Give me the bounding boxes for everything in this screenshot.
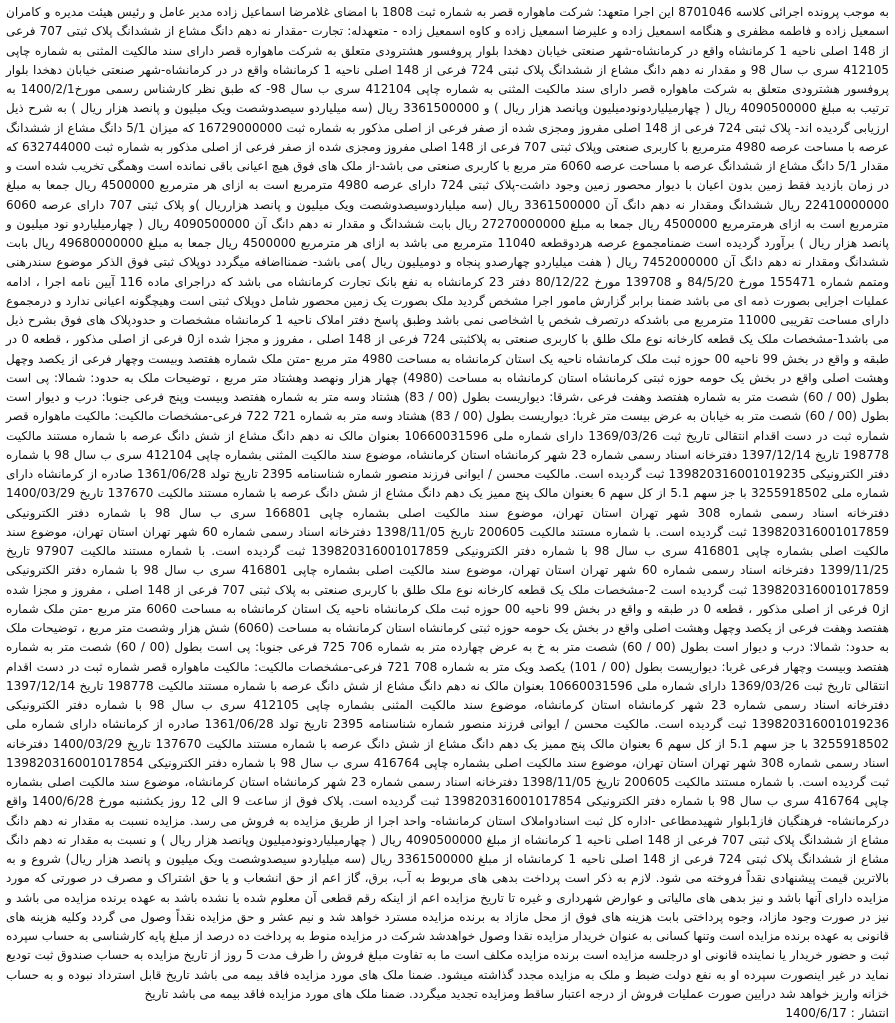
auction-notice-body: به موجب پرونده اجرائی کلاسه 8701046 این اجرا متعهد: شرکت ماهواره قصر به شماره ثبت 1808 با امضای غلامرضا اسماعیل زاده مدیر عامل و رئیس هیئت مدیره و کامران اسمعیل زاده و فاطمه مظفری و هنگامه اسمعیل زاده و علیرضا اسمعیل زاده و کاوه اسمعیل زاده - متعهدله: تجارت -مقدار نه دهم دانگ مشاع از ششدانگ پلاک ثبتی 707 فرعی از 148 اصلی ناحیه 1 کرمانشاه واقع در کرمانشاه-شهر صنعتی خیابان دهخدا بلوار پروفسور هشترودی متعلق به شرکت ماهواره قصر دارای سند مالکیت المثنی به شماره چاپی 412105 سری ب سال 98 و مقدار نه دهم دانگ مشاع از ششدانگ پلاک ثبتی 724 فرعی از 148 اصلی ناحیه 1 کرمانشاه واقع در در کرمانشاه-شهر صنعتی خیابان دهخدا بلوار پروفسور هشترودی متعلق به شرکت ماهواره قصر دارای سند مالکیت المثنی به شماره چاپی 412104 سری ب سال 98- که طبق نظر کارشناس رسمی مورخ1400/2/1 به ترتیب به مبلغ 4090500000 ریال ( چهارمیلیاردونودمیلیون وپانصد هزار ریال ) و 3361500000 ریال (سه میلیاردو سیصدوشصت ویک میلیون و پانصد هزار ریال ) به شرح ذیل ارزیابی گردیده اند- پلاک ثبتی 724 فرعی از 148 اصلی مفروز ومجزی شده از صفر فرعی از اصلی مذکور به شماره ثبت 16729000000 که میزان 5/1 دانگ مشاع از ششدانگ عرصه با مساحت عرصه 4980 مترمربع با کاربری صنعتی وپلاک ثبتی 707 فرعی از 148 اصلی مفروز ومجزی شده از صفر فرعی از اصلی مذکور به شماره ثبت 632744000 که مقدار 5/1 دانگ مشاع از ششدانگ عرصه با مساحت عرصه 6060 متر مربع با کاربری صنعتی می باشد-از ملک های فوق هیچ اعیانی باقی نمانده است وهمگی تخریب شده است و در زمان بازدید فقط زمین بدون اعیان با دیوار محصور زمین وجود داشت-پلاک ثبتی 724 دارای عرصه 4980 مترمربع است به ازای هر مترمربع 4500000 ریال جمعا به مبلغ 22410000000 ریال ششدانگ ومقدار نه دهم دانگ آن 3361500000 ریال (سه میلیاردوسیصدوشصت ویک میلیون و پانصد هزارریال )و پلاک ثبتی 707 دارای عرصه 6060 مترمربع است به ازای هرمترمربع 4500000 ریال جمعا به مبلغ 27270000000 ریال بابت ششدانگ و مقدار نه دهم دانگ آن 4090500000 ریال ( چهارمیلیاردو نود میلیون و پانصد هزار ریال ) برآورد گردیده است ضمنامجموع عرصه هردوقطعه 11040 مترمربع می باشد به ازای هر مترمربع 4500000 ریال جمعا به مبلغ 49680000000 ریال بابت ششدانگ ومقدار نه دهم دانگ آن 7452000000 ریال ( هفت میلیاردو چهارصدو پنجاه و دومیلیون ریال )می باشد- ضمنااضافه میگردد دوپلاک ثبتی فوق الذکر موضوع سندرهنی ومتمم شماره 155471 مورخ 84/5/20 و 139708 مورخ 80/12/22 دفتر 23 کرمانشاه به نفع بانک تجارت کرمانشاه می باشد که دراجرای ماده 116 آیین نامه اجرا ، ادامه عملیات اجرایی بصورت ذمه ای می باشد ضمنا برابر گزارش مامور اجرا مشخص گردید ملک بصورت یک زمین محصور شامل دوپلاک ثبتی است وهیچگونه اعیانی ندارد و درمجموع دارای مساحت تقریبی 11000 مترمربع می باشدکه درتصرف شخص یا اشخاصی نمی باشد وطبق پاسخ دفتر املاک ناحیه 1 کرمانشاه مشخصات و حدودپلاک های فوق بشرح ذیل می باشد1-مشخصات ملک یک قطعه کارخانه نوع ملک طلق با کاربری صنعتی به پلاکثبتی 724 فرعی از 148 اصلی ، مفروز و مجزا شده از0 فرعی از اصلی مذکور ، قطعه 0 در طبقه و واقع در بخش 99 ناحیه 00 حوزه ثبت ملک کرمانشاه ناحیه یک استان کرمانشاه به مساحت 4980 متر مربع -متن ملک شماره هفتصد وبیست وچهار فرعی از یکصد وچهل وهشت اصلی واقع در بخش یک حومه حوزه ثبتی کرمانشاه استان کرمانشاه به مساحت (4980) چهار هزار ونهصد وهشتاد متر مربع ، توضیحات ملک به حدود: شمالا: پی است بطول (00 / 60) شصت متر به شماره هفتصد وهفت فرعی ،شرقا: دیواریست بطول (00 / 83) هشتاد وسه متر به شماره هفتصد وبیست وپنج فرعی جنوبا: درب و دیوار است بطول (00 / 60) شصت متر به خیابان به عرض بیست متر غربا: دیواریست بطول (00 / 83) هشتاد وسه متر به شماره 721 722 فرعی-مشخصات مالکیت: مالکیت ماهواره قصر شماره ثبت در دست اقدام انتقالی تاریخ ثبت 1369/03/26 دارای شماره ملی 10660031596 بعنوان مالک نه دهم دانگ مشاع از شش دانگ عرصه با شماره مستند مالکیت 198778 تاریخ 1397/12/14 دفترخانه اسناد رسمی شماره 23 شهر کرمانشاه استان کرمانشاه، موضوع سند مالکیت المثنی بشماره چاپی 412104 سری ب سال 98 با شماره دفتر الکترونیکی 139820316001019235 ثبت گردیده است. مالکیت محسن / ایوانی فرزند منصور شماره شناسنامه 2395 تاریخ تولد 1361/06/28 صادره از کرمانشاه دارای شماره ملی 3255918502 با جز سهم 5.1 از کل سهم 6 بعنوان مالک پنج ممیز یک دهم دانگ مشاع از شش دانگ عرصه با شماره مستند مالکیت 137670 تاریخ 1400/03/29 دفترخانه اسناد رسمی شماره 308 شهر تهران استان تهران، موضوع سند مالکیت اصلی بشماره چاپی 166801 سری ب سال 98 با شماره دفتر الکترونیکی 139820316001017859 ثبت گردیده است. با شماره مستند مالکیت 200605 تاریخ 1398/11/05 دفترخانه اسناد رسمی شماره 60 شهر تهران استان تهران، موضوع سند مالکیت اصلی بشماره چاپی 416801 سری ب سال 98 با شماره دفتر الکترونیکی 139820316001017859 ثبت گردیده است. با شماره مستند مالکیت 97907 تاریخ 1399/11/25 دفترخانه اسناد رسمی شماره 60 شهر تهران استان تهران، موضوع سند مالکیت اصلی بشماره چاپی 416801 سری ب سال 98 با شماره دفتر الکترونیکی 139820316001017859 ثبت گردیده است 2-مشخصات ملک یک قطعه کارخانه نوع ملک طلق با کاربری صنعتی به پلاک ثبتی 707 فرعی از 148 اصلی ، مفروز و مجزا شده از0 فرعی از اصلی مذکور ، قطعه 0 در طبقه و واقع در بخش 99 ناحیه 00 حوزه ثبت ملک کرمانشاه ناحیه یک استان کرمانشاه به مساحت 6060 متر مربع -متن ملک شماره هفتصد وهفت فرعی از یکصد وچهل وهشت اصلی واقع در بخش یک حومه حوزه ثبتی کرمانشاه استان کرمانشاه به مساحت (6060) شش هزار وشصت متر مربع ، توضیحات ملک به حدود: شمالا: درب و دیوار است بطول (00 / 60) شصت متر به خ به عرض چهارده متر به شماره 706 725 فرعی جنوبا: پی است بطول (00 / 60) شصت متر به شماره هفتصد وبیست وچهار فرعی غربا: دیواریست بطول (00 / 101) یکصد ویک متر به شماره 708 721 فرعی-مشخصات مالکیت: مالکیت ماهواره قصر شماره ثبت در دست اقدام انتقالی تاریخ ثبت 1369/03/26 دارای شماره ملی 10660031596 بعنوان مالک نه دهم دانگ مشاع از شش دانگ عرصه با شماره مستند مالکیت 198778 تاریخ 1397/12/14 دفترخانه اسناد رسمی شماره 23 شهر کرمانشاه استان کرمانشاه، موضوع سند مالکیت المثنی بشماره چاپی 412105 سری ب سال 98 با شماره دفتر الکترونیکی 139820316001019236 ثبت گردیده است. مالکیت محسن / ایوانی فرزند منصور شماره شناسنامه 2395 تاریخ تولد 1361/06/28 صادره از کرمانشاه دارای شماره ملی 3255918502 با جز سهم 5.1 از کل سهم 6 بعنوان مالک پنج ممیز یک دهم دانگ مشاع از شش دانگ عرصه با شماره مستند مالکیت 137670 تاریخ 1400/03/29 دفترخانه اسناد رسمی شماره 308 شهر تهران استان تهران، موضوع سند مالکیت اصلی بشماره چاپی 416764 سری ب سال 98 با شماره دفتر الکترونیکی 139820316001017854 ثبت گردیده است. با شماره مستند مالکیت 200605 تاریخ 1398/11/05 دفترخانه اسناد رسمی شماره 23 شهر کرمانشاه استان کرمانشاه، موضوع سند مالکیت اصلی بشماره چاپی 416764 سری ب سال 98 با شماره دفتر الکترونیکی 139820316001017854 ثبت گردیده است. پلاک فوق از ساعت 9 الی 12 روز یکشنبه مورخ 1400/6/28 واقع درکرمانشاه- فرهنگیان فاز1بلوار شهیدمطاعی -اداره کل ثبت اسنادواملاک استان کرمانشاه- واحد اجرا از طریق مزایده به فروش می رسد. مزایده نسبت به مقدار نه دهم دانگ مشاع از ششدانگ پلاک ثبتی 707 فرعی از 148 اصلی ناحیه 1 کرمانشاه از مبلغ 4090500000 ریال ( چهارمیلیاردونودمیلیون وپانصد هزار ریال ) و نسبت به مقدار نه دهم دانگ مشاع از ششدانگ پلاک ثبتی 724 فرعی از 148 اصلی ناحیه 1 کرمانشاه از مبلغ 3361500000 ریال (سه میلیاردو سیصدوشصت ویک میلیون و پانصد هزار ریال) شروع و به بالاترین قیمت پیشنهادی نقداً فروخته می شود. لازم به ذکر است پرداخت بدهی های مربوط به آب، برق، گاز اعم از حق انشعاب و یا حق اشتراک و مصرف در صورتی که مورد مزایده دارای آنها باشد و نیز بدهی های مالیاتی و عوارض شهرداری و غیره تا تاریخ مزایده اعم از اینکه رقم قطعی آن معلوم شده یا نشده باشد به عهده برنده مزایده می باشد و نیز در صورت وجود مازاد، وجوه پرداختی بابت هزینه های فوق از محل مازاد به برنده مزایده مسترد خواهد شد و نیم عشر و حق مزایده نقداً وصول می گردد وکلیه هزینه های قانونی به عهده برنده مزایده است وتنها کسانی به عنوان خریدار مزایده نقدا وصول خواهدشد شرکت در مزایده منوط به پرداخت ده درصد از مبلغ پایه کارشناسی به حساب سپرده ثبت و حضور خریدار یا نماینده قانونی او درجلسه مزایده است برنده مزایده مکلف است ما به تفاوت مبلغ فروش را ظرف مدت 5 روز از تاریخ مزایده به حساب صندوق ثبت تودیع نماید در غیر اینصورت سپرده او به نفع دولت ضبط و ملک به مزایده مجدد گذاشته میشود. ضمنا ملک های مورد مزایده فاقد بیمه می باشد تاریخ قابل استرداد نبوده و به حساب خزانه واریز خواهد شد درایین صورت عملیات فروش از درجه اعتبار ساقط ومزایده تجدید میگردد. ضمنا ملک های مورد مزایده فاقد بیمه می باشد تاریخ [6, 5, 890, 1001]
publish-date-line: انتشار : 1400/6/17 [785, 1006, 889, 1020]
